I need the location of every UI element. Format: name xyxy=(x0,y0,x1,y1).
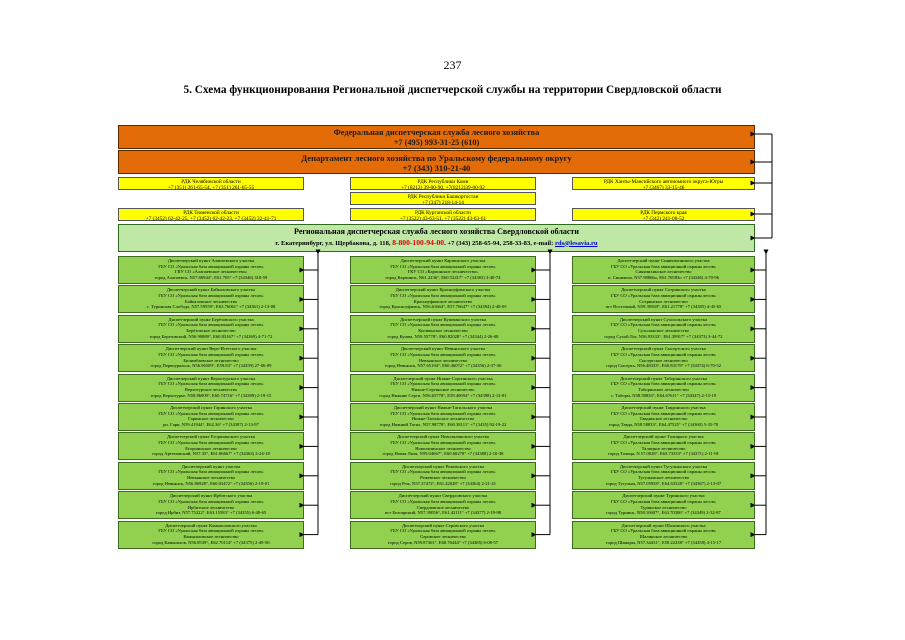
rdk-name: РДК Челябинской области xyxy=(181,179,241,185)
dispatch-point-line: ГБУ СО «Уральская база авиационной охраны лесов» xyxy=(390,381,496,387)
dispatch-point-line: ГБУ СО «Уральская база авиационной охраны лесов» xyxy=(610,381,717,387)
dispatch-point-line: Диспетчерский пункт Гаринского участка xyxy=(170,405,252,410)
dispatch-point-line: Диспетчерский пункт Режевского участка xyxy=(402,463,484,469)
dispatch-point-line: Диспетчерский пункт Сотринского участка xyxy=(621,287,706,293)
regional-address: г. Екатеринбург, ул. Щербакова, д. 118, xyxy=(275,239,391,247)
dispatch-point-line: ГБУ СО «Уральская база авиационной охраны лесов» xyxy=(390,293,496,299)
dispatch-point-line: Гаринское лесничество xyxy=(188,416,234,422)
dispatch-point-line: Диспетчерский пункт Шалинского участка xyxy=(621,522,706,528)
dispatch-point-line: Диспетчерский пункт Сысертского участка xyxy=(621,346,706,352)
dispatch-point-line: Егоршинское лесничество xyxy=(185,445,237,451)
dispatch-point-line: город Талица, N 57.0028°, E63.73333° +7 (34371) 2-11-91 xyxy=(608,451,719,457)
dispatch-point-line: город Новая Ляля, N59.04667°, E60.60278° +7 (34388) 2-10-38 xyxy=(382,451,504,457)
dispatch-point-line: ГБУ СО «Уральская база авиационной охраны лесов» xyxy=(610,440,717,446)
dispatch-point-line: город Артемовский, N57.35°, E61.86667° +7 (34363) 2-24-18 xyxy=(152,451,270,457)
dispatch-point-line: Туринское лесничество xyxy=(640,504,687,510)
dispatch-point-line: Байкаловское лесничество xyxy=(184,298,238,304)
dispatch-point-line: Шалинское лесничество xyxy=(639,533,688,539)
dispatch-point-line: город Кушва, N59.55778°, E60.82028° +7 (34344) 2-26-08 xyxy=(387,333,499,339)
department-phone: +7 (343) 310-21-40 xyxy=(402,163,471,173)
dispatch-point-line: Диспетчерский пункт Байкаловского участка xyxy=(166,287,256,293)
dispatch-point-line: город Камышлов, N56.8539°, E62.70114° +7 (34375) 2-49-50 xyxy=(152,539,270,545)
dispatch-point-line: Диспетчерский пункт Синячихинского участка xyxy=(617,258,710,263)
rdk-name: РДК Пермского края xyxy=(640,210,687,216)
dispatch-point-line: город Нижний Тагил, N57.98778°, E60.38111° +7 (3435) 92-19-22 xyxy=(379,421,507,427)
rdk-phone: +7 (351) 261-65-54, +7 (351) 261-65-55 xyxy=(167,185,255,192)
dispatch-point-line: город Реж, N57.37472°, E61.42028° +7 (34364) 2-21-41 xyxy=(390,480,496,486)
rdk-phone: +7 (3522) 43-63-51, +7 (3522) 43-63-61 xyxy=(399,216,487,223)
dispatch-point-line: город Тугулым, N57.05958°, E64.63328° +7 (34367) 2-13-07 xyxy=(605,480,722,486)
dispatch-point-line: Диспетчерский пункт Сухоложского участка xyxy=(619,316,708,322)
federal-service-name: Федеральная диспетчерская служба лесного хозяйства xyxy=(333,128,540,137)
dispatch-point-line: ГБУ СО «Уральская база авиационной охраны лесов» xyxy=(390,410,496,416)
dispatch-point-line: ГБУ СО «Уральская база авиационной охраны лесов» xyxy=(390,351,496,357)
dispatch-point-line: ГБУ СО «Уральская база авиационной охраны лесов» xyxy=(610,528,717,534)
dispatch-point-line: ГБУ СО «Уральская база авиационной охраны лесов» xyxy=(158,528,264,534)
dispatch-point-line: ГБУ СО «Уральская база авиационной охраны лесов» xyxy=(610,322,717,328)
dispatch-point-line: Диспетчерский пункт Карпинского участка xyxy=(400,258,486,263)
dispatch-point-line: рп. Гари, N59.41944°, E62.36° +7 (34387) 2-13-97 xyxy=(163,421,259,427)
dispatch-point-line: город Туринск, N58.10607°, E63.70306° +7 (34349) 2-32-87 xyxy=(606,510,721,516)
dispatch-point-line: ГБУ СО «Уральская база авиационной охраны лесов» xyxy=(610,351,717,357)
dispatch-point-line: Диспетчерский пункт Свердловского участка xyxy=(398,493,488,499)
dispatch-point-line: ГБУ СО «Уральская база авиационной охраны лесов» xyxy=(610,293,717,299)
dispatch-point-line: Режевское лесничество xyxy=(420,475,466,481)
dispatch-point-line: Сухоложское лесничество xyxy=(637,328,690,334)
dispatch-point-line: Диспетчерский пункт Верх-Исетского участка xyxy=(165,346,257,352)
regional-phones: . +7 (343) 258-65-94, 258-33-83, e-mail: xyxy=(444,239,554,247)
dispatch-point-line: город Верхотурье, N58.86909°, E60.74716° +7 (34389) 2-19-15 xyxy=(150,392,272,398)
dispatch-point-line: ГКУ СО «Алапаевское лесничество» xyxy=(174,269,248,275)
department-name: Департамент лесного хозяйства по Уральскому федеральному округу xyxy=(301,153,572,163)
rdk-phone: +7 (3452) 62-42-25, +7 (3452) 62-42-23, +7 (3452) 32-41-71 xyxy=(145,216,277,223)
dispatch-point-line: город Сухой Лог, N56.93333°, E61.39917° +7 (34373) 3-44-72 xyxy=(604,333,723,339)
dispatch-point-line: ГБУ СО «Уральская база авиационной охраны лесов» xyxy=(390,498,496,504)
dispatch-point-line: Сотринское лесничество xyxy=(639,298,688,304)
dispatch-point-line: город Невьянск, N57.65194°, E60.46072° +7 (34356) 2-37-36 xyxy=(384,363,502,369)
dispatch-point-line: ГБУ СО «Уральская база авиационной охраны лесов» xyxy=(158,440,264,446)
dispatch-point-line: Нижне-Сергинское лесничество xyxy=(411,386,475,392)
dispatch-point-line: Красноуфимское лесничество xyxy=(413,298,473,304)
rdk-phone: +7 (3467) 33-15-46 xyxy=(642,185,685,192)
dispatch-point-line: ГБУ СО «Уральская база авиационной охраны лесов» xyxy=(158,351,264,357)
dispatch-point-line: ГБУ СО «Уральская база авиационной охраны лесов» xyxy=(390,440,496,446)
rdk-phone: +7 (347) 218-14-14 xyxy=(422,200,464,207)
dispatch-point-line: город Невьянск, N56.86928°, E60.03472° +7 (34356) 2-19-01 xyxy=(152,480,270,486)
dispatch-point-line: Диспетчерский пункт Ирбитского участка xyxy=(169,493,253,499)
dispatch-point-line: Нижне-Тагильское лесничество xyxy=(411,416,475,422)
dispatch-point-line: Диспетчерский пункт Талицкого участка xyxy=(623,434,704,440)
page-number: 237 xyxy=(443,58,462,72)
dispatch-point-line: Диспетчерский пункт Новолялинского участка xyxy=(397,434,489,440)
dispatch-point-line: Диспетчерский пункт Камышловского участка xyxy=(165,522,257,528)
dispatch-point-line: пгт Белоярский, N57.39056°, E61.42111° +7 (34377) 2-19-98 xyxy=(384,510,502,516)
dispatch-point-line: ГБУ СО «Уральская база авиационной охраны лесов» xyxy=(158,293,264,299)
dispatch-point-line: Невьянское лесничество xyxy=(418,357,468,363)
dispatch-point-line: пгт Восточный, N59.39569°, E61.21778° +7 (34385) 4-45-65 xyxy=(605,304,722,310)
dispatch-point-line: Диспетчерский пункт Кушвинского участка xyxy=(400,316,486,322)
dispatch-point-line: Тавдинское лесничество xyxy=(639,416,688,422)
dispatch-point-line: Диспетчерский пункт Нижне-Тагильского участка xyxy=(393,405,493,410)
dispatch-point-line: ГБУ СО «Уральская база авиационной охраны лесов» xyxy=(390,469,496,475)
rdk-name: РДК Республики Коми xyxy=(417,179,469,185)
dispatch-point-line: Диспетчерский пункт Невьянского участка xyxy=(400,346,486,352)
dispatch-point-line: Билимбаевское лесничество xyxy=(183,357,239,363)
dispatch-point-line: Диспетчерский пункт Верхотурского участка xyxy=(166,375,256,381)
dispatch-point-line: Талицкое лесничество xyxy=(641,445,686,451)
rdk-phone: +7 (342) 241-08-52 xyxy=(642,216,685,223)
dispatch-point-line: город Карпинск, N61.2236°, E60.52417° +7 (34383) 3-40-74 xyxy=(385,274,501,280)
dispatch-point-line: ГБУ СО «Уральская база авиационной охраны лесов» xyxy=(390,322,496,328)
dispatch-point-line: Тугулымское лесничество xyxy=(637,475,690,481)
dispatch-point-line: Диспетчерский пункт Егоршинского участка xyxy=(167,434,255,440)
rdk-phone: +7 (8212) 39-00-90, +7(8212)39-00-92 xyxy=(401,185,485,192)
dispatch-point-line: город Первоуральск, N56.96509°, E59.83° +7 (34359) 27-06-09 xyxy=(150,363,272,369)
dispatch-point-line: Диспетчерский пункт Туринского участка xyxy=(622,493,705,499)
dispatch-point-line: ГБУ СО «Уральская база авиационной охраны лесов» xyxy=(610,469,717,475)
dispatch-point-line: Таборинское лесничество xyxy=(638,386,689,392)
page-title: 5. Схема функционирования Региональной диспетчерской службы на территории Свердловской области xyxy=(183,84,722,96)
dispatch-point-line: ГБУ СО «Уральская база авиационной охраны лесов» xyxy=(158,381,264,387)
dispatch-point-line: п. Синячиха, N57.98866о, E61.76583о +7 (34346) 4-70-96 xyxy=(607,274,720,280)
regional-hotline: 8-800-100-94-00 xyxy=(392,237,445,247)
dispatch-point-line: Диспетчерский пункт Берёзовского участка xyxy=(168,316,254,322)
dispatch-point-line: Берёзовское лесничество xyxy=(186,328,236,334)
dispatch-point-line: город Красноуфимск, N56.61664°, E57.76647° +7 (34394) 2-48-05 xyxy=(379,304,507,310)
dispatch-point-line: ГБУ СО «Уральская база авиационной охраны лесов» xyxy=(610,410,717,416)
dispatch-point-line: Камышловское лесничество xyxy=(183,533,239,539)
dispatch-point-line: Диспетчерский пункт Серовского участка xyxy=(402,522,484,528)
dispatch-point-line: Серовское лесничество xyxy=(420,533,466,539)
dispatch-point-line: ГБУ СО «Уральская база авиационной охраны лесов» xyxy=(390,528,496,534)
dispatch-point-line: с. Туринская Слобода, N57.59559°, E63.76061° +7 (34361) 2-13-08 xyxy=(146,304,276,310)
rdk-name: РДК Ханты-Мансийского автономного округа-Югры xyxy=(603,179,724,185)
dispatch-point-line: город Алапаевск, N57.86944°, E61.705° +7 (34346) 318-59 xyxy=(154,274,268,280)
regional-email-link[interactable]: rds@lesavia.ru xyxy=(554,239,598,247)
dispatch-point-line: город Тавда, N58.58833°, E64.47525° +7 (34360) 5-35-70 xyxy=(608,421,719,427)
dispatch-point-line: ГБУ СО «Уральская база авиационной охраны лесов» xyxy=(158,263,264,269)
dispatch-point-line: Сысертское лесничество xyxy=(639,357,688,363)
dispatch-point-line: Кушвинское лесничество xyxy=(418,328,468,334)
dispatch-point-line: Диспетчерский пункт Нижне-Сергинского участка xyxy=(393,375,493,381)
dispatch-point-line: Диспетчерский пункт Тугулымского участка xyxy=(619,463,708,469)
dispatch-point-line: Невьянское лесничество xyxy=(186,475,236,481)
dispatch-point-line: ГКУ СО «Карпинское лесничество» xyxy=(407,269,479,275)
dispatch-point-line: ГБУ СО «Уральская база авиационной охраны лесов» xyxy=(610,263,717,269)
dispatch-point-line: Диспетчерский пункт участка xyxy=(181,463,241,469)
dispatch-point-line: ГБУ СО «Уральская база авиационной охраны лесов» xyxy=(158,498,264,504)
dispatch-point-line: ГБУ СО «Уральская база авиационной охраны лесов» xyxy=(610,498,717,504)
rdk-name: РДК Республики Башкортостан xyxy=(407,194,479,200)
dispatch-point-line: Ирбитское лесничество xyxy=(187,504,235,510)
dispatch-point-line: Верхотурское лесничество xyxy=(184,386,238,392)
dispatch-point-line: ГБУ СО «Уральская база авиационной охраны лесов» xyxy=(158,322,264,328)
dispatch-point-line: город Березовский, N56.90889°, E60.83167° +7 (34369) 4-71-72 xyxy=(149,333,273,339)
dispatch-point-line: Диспетчерский пункт Красноуфимского участка xyxy=(395,287,491,293)
dispatch-point-line: Новолялинское лесничество xyxy=(415,445,471,451)
dispatch-point-line: Свердловское лесничество xyxy=(416,504,470,510)
dispatch-point-line: город Серов, N59.87361°, E60.76444° +7 (34385) 6-08-57 xyxy=(387,539,499,545)
dispatch-point-line: город Нижние Серги, N56.65778°, E59.40694° +7 (34398) 2-12-81 xyxy=(379,392,507,398)
dispatch-point-line: ГБУ СО «Уральская база авиационной охраны лесов» xyxy=(158,469,264,475)
rdk-name: РДК Тюменской области xyxy=(183,210,239,216)
dispatch-point-line: Диспетчерский пункт Таборинского участка xyxy=(620,375,707,381)
dispatch-point-line: Диспетчерский пункт Тавдинского участка xyxy=(621,405,706,410)
regional-service-name: Региональная диспетчерская служба лесного хозяйства Свердловской области xyxy=(294,227,579,236)
federal-service-phone: +7 (495) 993-31-25 (610) xyxy=(393,138,480,147)
dispatch-point-line: с. Таборы, N58.58833°, E64.67611° +7 (34347) 2-13-19 xyxy=(610,392,717,398)
dispatch-point-line: город Шамары, N57.34431°, E58.22238° +7 (34358) 4-15-17 xyxy=(605,539,722,545)
dispatch-point-line: город Ирбит, N57.75222°, E63.15583° +7 (34355) 6-40-65 xyxy=(155,510,267,516)
dispatch-point-line: город Сысерть, N56.48333°, E60.83178° +7 (34374) 6-70-52 xyxy=(606,363,721,369)
rdk-name: РДК Курганской области xyxy=(415,210,471,216)
dispatch-point-line: ГБУ СО «Уральская база авиационной охраны лесов» xyxy=(390,263,496,269)
dispatch-point-line: ГБУ СО «Уральская база авиационной охраны лесов» xyxy=(158,410,264,416)
dispatch-point-line: Синячихинское лесничество xyxy=(635,269,692,275)
dispatch-point-line: Диспетчерский пункт Алапаевского участка xyxy=(167,258,255,263)
